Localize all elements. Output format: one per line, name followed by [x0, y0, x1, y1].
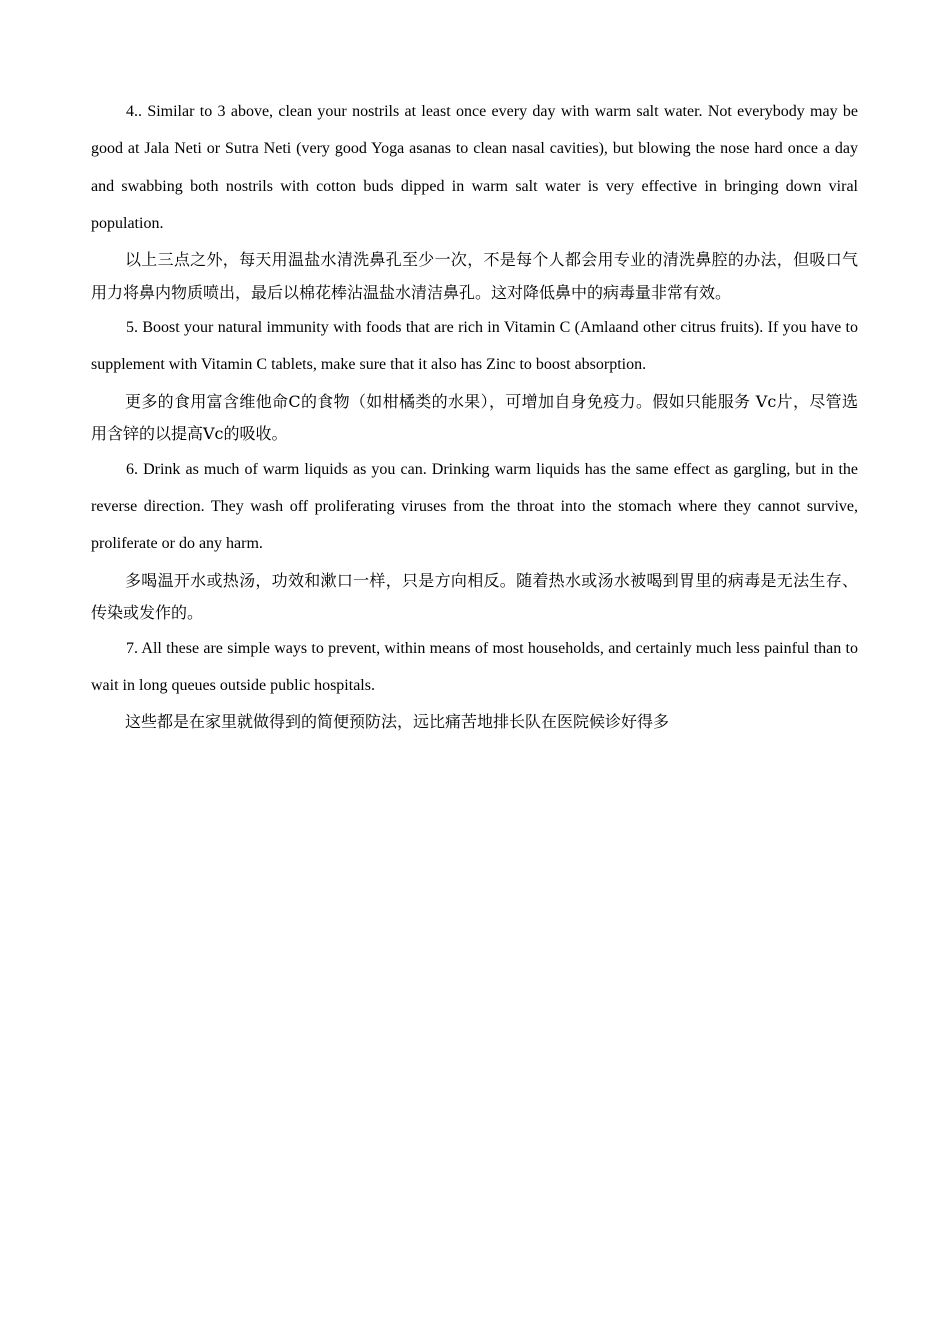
- paragraph-4-english: 4.. Similar to 3 above, clean your nostrils at least once every day with warm salt water. Not everybody may be good at Jala Neti or Sutra Neti (very good Yoga asanas to clean nasal cavities), but blowing the nose hard once a day and swabbing both nostrils with cotton buds dipped in warm salt water is very effective in bringing down viral population.: [91, 103, 858, 232]
- paragraph-5-english: 5. Boost your natural immunity with foods that are rich in Vitamin C (Amlaand other citrus fruits). If you have to supplement with Vitamin C tablets, make sure that it also has Zinc to boost absorption.: [91, 319, 858, 374]
- paragraph-7-english: 7. All these are simple ways to prevent, within means of most households, and certainly much less painful than to wait in long queues outside public hospitals.: [91, 639, 858, 694]
- paragraph-6-english: 6. Drink as much of warm liquids as you can. Drinking warm liquids has the same effect as gargling, but in the reverse direction. They wash off proliferating viruses from the throat into the stomach where they cannot survive, proliferate or do any harm.: [91, 460, 858, 553]
- paragraph-7-chinese: 这些都是在家里就做得到的简便预防法，远比痛苦地排长队在医院候诊好得多: [125, 712, 670, 732]
- paragraph-5-chinese: 更多的食用富含维他命C的食物（如柑橘类的水果），可增加自身免疫力。假如只能服务 Vc片，尽管选用含锌的以提高Vc的吸收。: [91, 391, 858, 444]
- paragraph-6-chinese: 多喝温开水或热汤，功效和漱口一样，只是方向相反。随着热水或汤水被喝到胃里的病毒是无法生存、传染或发作的。: [91, 570, 858, 623]
- document-body: [91, 93, 858, 739]
- paragraph-4-chinese: 以上三点之外，每天用温盐水清洗鼻孔至少一次，不是每个人都会用专业的清洗鼻腔的办法，但吸口气用力将鼻内物质喷出，最后以棉花棒沾温盐水清洁鼻孔。这对降低鼻中的病毒量非常有效。: [91, 250, 858, 302]
